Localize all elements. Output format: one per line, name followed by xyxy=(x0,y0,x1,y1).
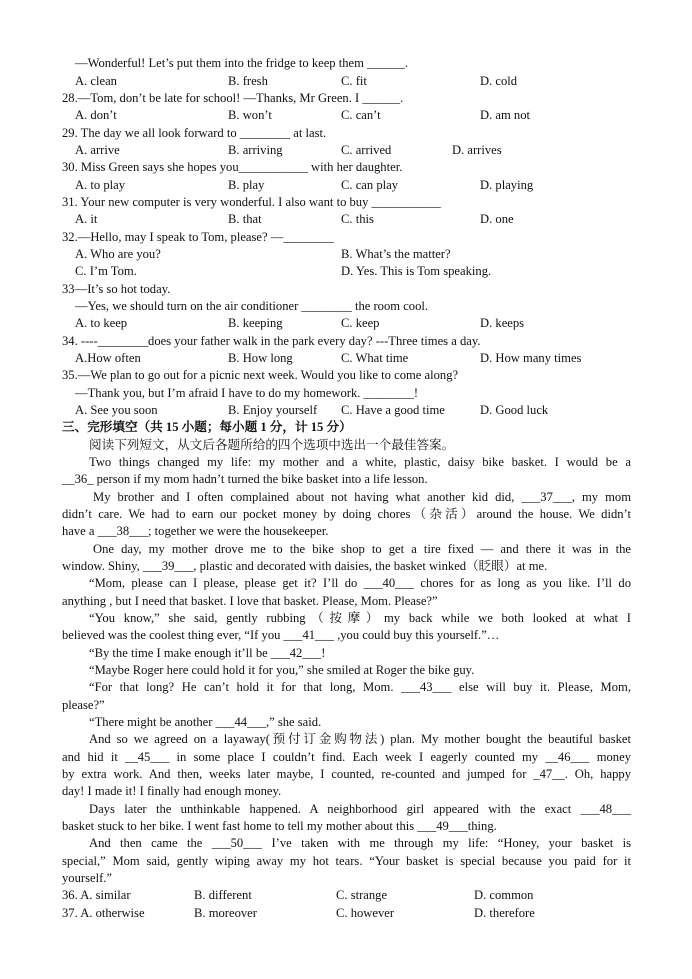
passage-line-22: basket stuck to her bike. I went fast home to tell my mother about this ___49___thing. xyxy=(62,819,497,833)
q35-stem-line2: —Thank you, but I’m afraid I have to do my homework. ________! xyxy=(75,386,419,400)
passage-line-14: “For that long? He can’t hold it for that long, Mom. ___43___ else will buy it. Please, Mom, xyxy=(89,680,631,694)
passage-line-4: didn’t care. We had to earn our pocket money by doing chores（杂活）around the house. We didn’t xyxy=(62,507,631,521)
passage-line-18: and hid it __45___ in some place I couldn’t find. Each week I eagerly counted my __46___ money xyxy=(62,750,631,764)
q32-option-c[interactable]: C. I’m Tom. xyxy=(75,264,137,278)
passage-line-12: “By the time I make enough it’ll be ___42___! xyxy=(89,646,326,660)
q31-options xyxy=(62,211,632,228)
q36-option-a[interactable]: 36. A. similar xyxy=(62,888,131,902)
q29-option-b[interactable]: B. arriving xyxy=(228,143,283,157)
q30-option-a[interactable]: A. to play xyxy=(75,178,126,192)
passage-line-10: “You know,” she said, gently rubbing（按摩）my back while we both looked at what I xyxy=(89,611,631,625)
q37-option-c[interactable]: C. however xyxy=(336,906,395,920)
q33-option-d[interactable]: D. keeps xyxy=(480,316,525,330)
q27-option-d[interactable]: D. cold xyxy=(480,74,518,88)
q28-options xyxy=(62,107,632,124)
passage-line-23: And then came the ___50___ I’ve taken with me through my life: “Honey, your basket is xyxy=(89,836,631,850)
q27-options xyxy=(62,73,632,90)
q36-option-d[interactable]: D. common xyxy=(474,888,534,902)
q29-option-d[interactable]: D. arrives xyxy=(452,143,502,157)
passage-line-25: yourself.” xyxy=(62,871,113,885)
q30-stem: 30. Miss Green says she hopes you___________ with her daughter. xyxy=(62,160,403,174)
q27-option-c[interactable]: C. fit xyxy=(341,74,367,88)
q36-options xyxy=(62,887,632,904)
q29-stem: 29. The day we all look forward to ________ at last. xyxy=(62,126,327,140)
q28-option-b[interactable]: B. won’t xyxy=(228,108,272,122)
q33-options xyxy=(62,315,632,332)
q33-stem-line2: —Yes, we should turn on the air conditioner ________ the room cool. xyxy=(75,299,429,313)
q33-stem-line1: 33—It’s so hot today. xyxy=(62,282,171,296)
q33-option-c[interactable]: C. keep xyxy=(341,316,380,330)
q31-option-d[interactable]: D. one xyxy=(480,212,514,226)
q29-option-c[interactable]: C. arrived xyxy=(341,143,392,157)
q32-option-a[interactable]: A. Who are you? xyxy=(75,247,161,261)
passage-line-3: My brother and I often complained about not having what another kid did, ___37___, my mom xyxy=(93,490,631,504)
q35-option-a[interactable]: A. See you soon xyxy=(75,403,158,417)
passage-line-6: One day, my mother drove me to the bike shop to get a tire fixed — and there it was in the xyxy=(93,542,631,556)
passage-line-24: special,” Mom said, gently wiping away my hot tears. “Your basket is special because you paid for it xyxy=(62,854,631,868)
q27-stem: —Wonderful! Let’s put them into the fridge to keep them ______. xyxy=(75,56,408,70)
q34-option-d[interactable]: D. How many times xyxy=(480,351,582,365)
passage-line-19: by extra work. And then, weeks later maybe, I counted, re-counted and jumped for _47__. Oh, happy xyxy=(62,767,631,781)
passage-line-9: anything , but I need that basket. I love that basket. Please, Mom. Please?” xyxy=(62,594,438,608)
passage-line-13: “Maybe Roger here could hold it for you,” she smiled at Roger the bike guy. xyxy=(89,663,475,677)
q31-option-c[interactable]: C. this xyxy=(341,212,374,226)
q28-option-c[interactable]: C. can’t xyxy=(341,108,381,122)
q31-stem: 31. Your new computer is very wonderful. I also want to buy ___________ xyxy=(62,195,441,209)
q35-option-b[interactable]: B. Enjoy yourself xyxy=(228,403,318,417)
q34-option-c[interactable]: C. What time xyxy=(341,351,409,365)
q28-option-d[interactable]: D. am not xyxy=(480,108,531,122)
q30-option-c[interactable]: C. can play xyxy=(341,178,399,192)
passage-line-7: window. Shiny, ___39___, plastic and decorated with daisies, the basket winked（眨眼）at me. xyxy=(62,559,548,573)
q33-option-b[interactable]: B. keeping xyxy=(228,316,283,330)
q28-stem: 28.—Tom, don’t be late for school! —Thanks, Mr Green. I ______. xyxy=(62,91,404,105)
q33-option-a[interactable]: A. to keep xyxy=(75,316,128,330)
q32-option-d[interactable]: D. Yes. This is Tom speaking. xyxy=(341,264,492,278)
q37-option-b[interactable]: B. moreover xyxy=(194,906,257,920)
q31-option-a[interactable]: A. it xyxy=(75,212,98,226)
q37-options xyxy=(62,905,632,922)
q29-options xyxy=(62,142,632,159)
q30-options xyxy=(62,177,632,194)
q29-option-a[interactable]: A. arrive xyxy=(75,143,120,157)
passage-line-11: believed was the coolest thing ever, “If you ___41___ ,you could buy this yourself.”… xyxy=(62,628,500,642)
q35-option-d[interactable]: D. Good luck xyxy=(480,403,549,417)
q30-option-b[interactable]: B. play xyxy=(228,178,265,192)
q34-options xyxy=(62,350,632,367)
q32-option-b[interactable]: B. What’s the matter? xyxy=(341,247,451,261)
q34-option-a[interactable]: A.How often xyxy=(75,351,141,365)
q37-option-a[interactable]: 37. A. otherwise xyxy=(62,906,145,920)
q31-option-b[interactable]: B. that xyxy=(228,212,262,226)
q30-option-d[interactable]: D. playing xyxy=(480,178,534,192)
passage-line-17: And so we agreed on a layaway(预付订金购物法) plan. My mother bought the beautiful basket xyxy=(89,732,631,746)
passage-line-21: Days later the unthinkable happened. A neighborhood girl appeared with the exact ___48___ xyxy=(89,802,631,816)
passage-line-1: Two things changed my life: my mother and a white, plastic, daisy bike basket. I would be a xyxy=(89,455,631,469)
q32-stem: 32.—Hello, may I speak to Tom, please? —________ xyxy=(62,230,334,244)
q34-option-b[interactable]: B. How long xyxy=(228,351,293,365)
cloze-instruction: 阅读下列短文，从文后各题所给的四个选项中选出一个最佳答案。 xyxy=(89,438,455,452)
passage-line-15: please?” xyxy=(62,698,105,712)
q32-options-row1 xyxy=(62,246,632,263)
section-heading: 三、完形填空（共 15 小题；每小题 1 分，计 15 分） xyxy=(62,420,352,434)
passage-line-20: day! I made it! I finally had enough money. xyxy=(62,784,282,798)
q27-option-b[interactable]: B. fresh xyxy=(228,74,268,88)
q28-option-a[interactable]: A. don’t xyxy=(75,108,117,122)
q36-option-c[interactable]: C. strange xyxy=(336,888,388,902)
passage-line-8: “Mom, please can I please, please get it? I’ll do ___40___ chores for as long as you like. I’ll do xyxy=(89,576,631,590)
q37-option-d[interactable]: D. therefore xyxy=(474,906,535,920)
q36-option-b[interactable]: B. different xyxy=(194,888,252,902)
q34-stem: 34. ----________does your father walk in the park every day? ---Three times a day. xyxy=(62,334,481,348)
passage-line-2: __36_ person if my mom hadn’t turned the bike basket into a life lesson. xyxy=(62,472,428,486)
passage-line-5: have a ___38___; together we were the housekeeper. xyxy=(62,524,329,538)
passage-line-16: “There might be another ___44___,” she said. xyxy=(89,715,322,729)
q35-stem-line1: 35.—We plan to go out for a picnic next week. Would you like to come along? xyxy=(62,368,459,382)
q27-option-a[interactable]: A. clean xyxy=(75,74,117,88)
q35-option-c[interactable]: C. Have a good time xyxy=(341,403,445,417)
q32-options-row2 xyxy=(62,263,632,280)
q35-options xyxy=(62,402,632,419)
